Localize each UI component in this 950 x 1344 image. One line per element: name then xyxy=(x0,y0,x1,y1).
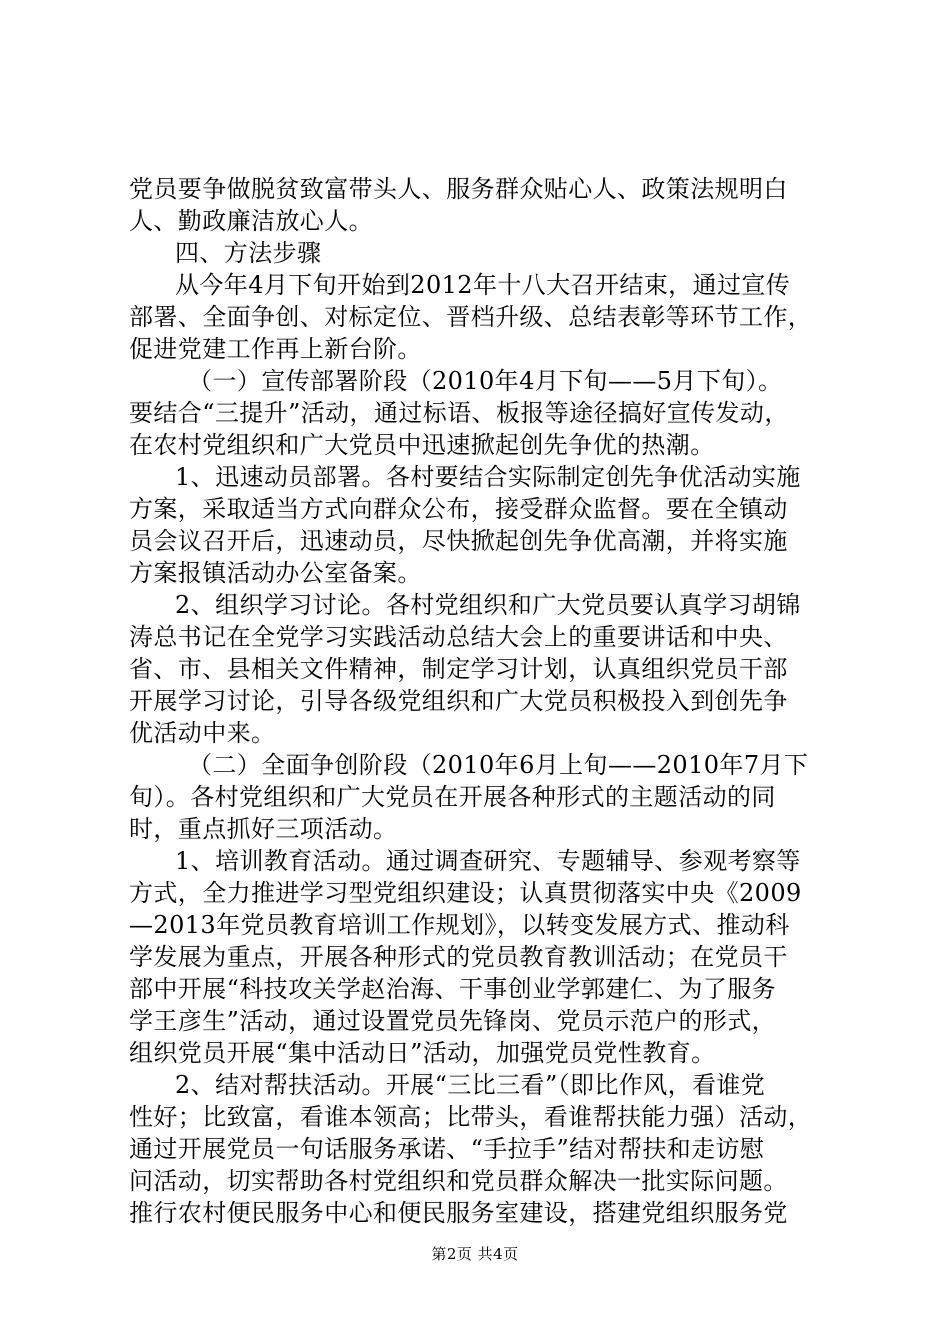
text-line: 方案报镇活动办公室备案。 xyxy=(129,559,422,587)
text-line: 涛总书记在全党学习实践活动总结大会上的重要讲话和中央、 xyxy=(129,623,788,651)
text-line: 问活动，切实帮助各村党组织和党员群众解决一批实际问题。 xyxy=(129,1167,788,1195)
text-line: 优活动中来。 xyxy=(129,719,276,747)
text-line: 开展学习讨论，引导各级党组织和广大党员积极投入到创先争 xyxy=(129,687,788,715)
text-line: 方案，采取适当方式向群众公布，接受群众监督。要在全镇动 xyxy=(129,495,788,523)
text-line: 要结合“三提升”活动，通过标语、板报等途径搞好宣传发动， xyxy=(129,399,789,427)
text-line: 通过开展党员一句话服务承诺、“手拉手”结对帮扶和走访慰 xyxy=(129,1135,765,1163)
text-line: 人、勤政廉洁放心人。 xyxy=(129,207,373,235)
text-line: 党员要争做脱贫致富带头人、服务群众贴心人、政策法规明白 xyxy=(129,175,788,203)
text-line: 时，重点抓好三项活动。 xyxy=(129,815,398,843)
subsection-heading: （二）全面争创阶段（2010年6月上旬——2010年7月下 xyxy=(188,751,809,779)
text-line: 性好；比致富，看谁本领高；比带头，看谁帮扶能力强）活动， xyxy=(129,1103,813,1131)
text-line: 促进党建工作再上新台阶。 xyxy=(129,335,422,363)
text-line: 学王彦生”活动，通过设置党员先锋岗、党员示范户的形式， xyxy=(129,1007,777,1035)
page-number-footer: 第2页 共4页 xyxy=(431,1245,519,1263)
text-line: 从今年4月下旬开始到2012年十八大召开结束，通过宣传 xyxy=(175,271,791,299)
text-line: 组织党员开展“集中活动日”活动，加强党员党性教育。 xyxy=(129,1039,716,1067)
text-line: 推行农村便民服务中心和便民服务室建设，搭建党组织服务党 xyxy=(129,1199,788,1227)
text-line: 在农村党组织和广大党员中迅速掀起创先争优的热潮。 xyxy=(129,431,715,459)
text-line: 学发展为重点，开展各种形式的党员教育教训活动；在党员干 xyxy=(129,943,788,971)
subsection-heading: （一）宣传部署阶段（2010年4月下旬——5月下旬）。 xyxy=(188,367,783,395)
text-line: 方式，全力推进学习型党组织建设；认真贯彻落实中央《2009 xyxy=(129,879,802,907)
text-line: —2013年党员教育培训工作规划》，以转变发展方式、推动科 xyxy=(129,911,790,939)
text-line: 部署、全面争创、对标定位、晋档升级、总结表彰等环节工作， xyxy=(129,303,813,331)
text-line: 省、市、县相关文件精神，制定学习计划，认真组织党员干部 xyxy=(129,655,788,683)
text-line: 部中开展“科技攻关学赵治海、干事创业学郭建仁、为了服务 xyxy=(129,975,777,1003)
text-line: 1、迅速动员部署。各村要结合实际制定创先争优活动实施 xyxy=(175,463,801,491)
text-line: 2、结对帮扶活动。开展“三比三看”（即比作风，看谁党 xyxy=(175,1071,766,1099)
text-line: 旬）。各村党组织和广大党员在开展各种形式的主题活动的同 xyxy=(129,783,776,811)
section-heading: 四、方法步骤 xyxy=(175,239,322,267)
text-line: 2、组织学习讨论。各村党组织和广大党员要认真学习胡锦 xyxy=(175,591,801,619)
text-line: 1、培训教育活动。通过调查研究、专题辅导、参观考察等 xyxy=(175,847,801,875)
text-line: 员会议召开后，迅速动员，尽快掀起创先争优高潮，并将实施 xyxy=(129,527,788,555)
